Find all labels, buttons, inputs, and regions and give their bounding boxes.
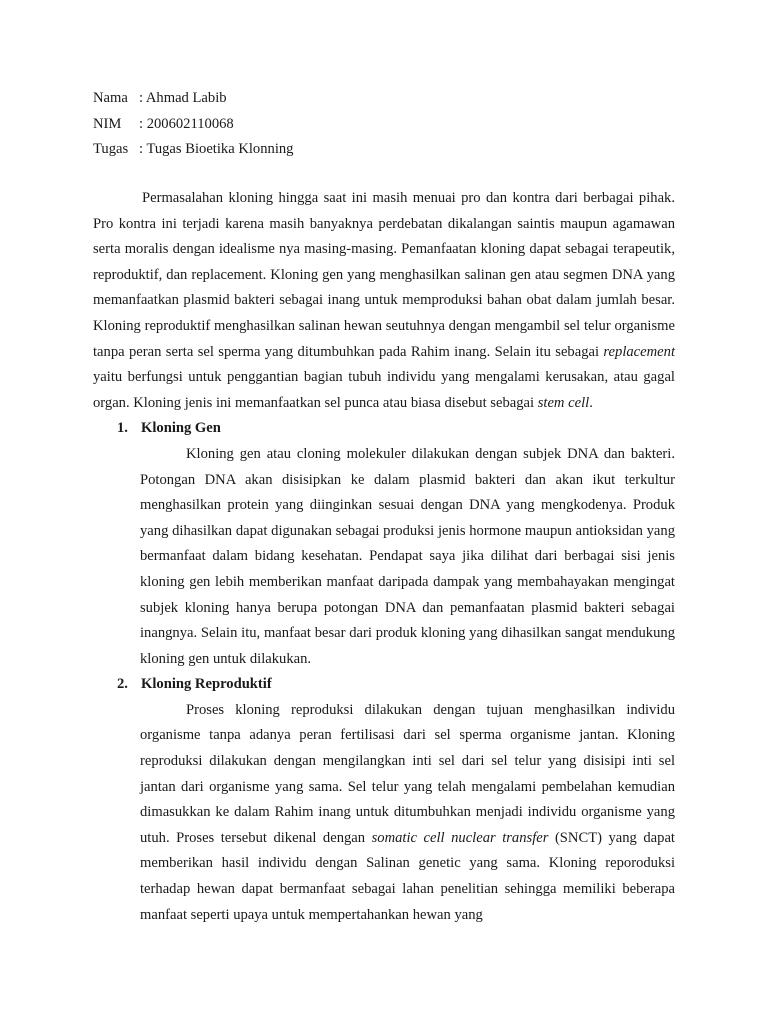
section-paragraph: [140, 698, 675, 928]
section-kloning-gen: [93, 416, 675, 672]
assignment-value: : Tugas Bioetika Klonning: [139, 141, 294, 157]
nim-row: [93, 112, 693, 138]
section-paragraph: Kloning gen atau cloning molekuler dilakukan dengan subjek DNA dan bakteri. Potongan DNA akan disisipkan ke dalam plasmid bakteri dan akan ikut terkultur menghasilkan protein yang diinginkan sesuai dengan DNA yang mengkodenya. Produk yang dihasilkan dapat digunakan sebagai produksi jenis hormone maupun antioksidan yang bermanfaat dalam bidang kesehatan. Pendapat saya jika dilihat dari berbagai sisi jenis kloning gen lebih memberikan manfaat daripada dampak yang membahayakan mengingat subjek kloning hanya berupa potongan DNA dan pemanfaatan plasmid bakteri sebagai inangnya. Selain itu, manfaat besar dari produk kloning yang dihasilkan sangat mendukung kloning gen untuk dilakukan.: [140, 445, 675, 667]
section-text-1: Proses kloning reproduksi dilakukan dengan tujuan menghasilkan individu organisme tanpa adanya peran fertilisasi dari sel sperma organisme jantan. Kloning reproduksi dilakukan dengan mengilangkan inti sel dari sel telur yang disisipi inti sel jantan dari organisme yang sama. Sel telur yang telah mengalami pembelahan kemudian dimasukkan ke dalam Rahim inang untuk ditumbuhkan menjadi individu organisme yang utuh. Proses tersebut dikenal dengan: [140, 701, 675, 846]
assignment-label: Tugas: [93, 141, 129, 157]
section-heading: [93, 672, 675, 698]
student-info: [93, 86, 693, 163]
name-value: : Ahmad Labib: [139, 90, 227, 106]
intro-italic-replacement: replacement: [603, 343, 675, 360]
section-title: Kloning Gen: [141, 420, 221, 437]
intro-text-2: yaitu berfungsi untuk penggantian bagian tubuh individu yang mengalami kerusakan, atau gagal organ. Kloning jenis ini memanfaatkan sel punca atau biasa disebut sebagai: [93, 369, 675, 411]
section-italic-snct: somatic cell nuclear transfer: [371, 829, 549, 846]
intro-text-3: .: [589, 394, 593, 411]
section-kloning-reproduktif: [93, 672, 675, 928]
nim-label: NIM: [93, 115, 122, 132]
document-body: [93, 186, 675, 928]
intro-paragraph: [93, 186, 675, 416]
assignment-row: [93, 137, 693, 163]
nim-value: : 200602110068: [139, 115, 234, 132]
section-number: 1.: [117, 420, 128, 437]
intro-italic-stem-cell: stem cell: [537, 394, 590, 411]
section-title: Kloning Reproduktif: [141, 676, 272, 693]
section-heading: [93, 416, 675, 442]
section-number: 2.: [117, 676, 128, 693]
intro-text-1: Permasalahan kloning hingga saat ini masih menuai pro dan kontra dari berbagai pihak. Pro kontra ini terjadi karena masih banyaknya perdebatan dikalangan saintis maupun agamawan serta moralis dengan idealisme nya masing-masing. Pemanfaatan kloning dapat sebagai terapeutik, reproduktif, dan replacement. Kloning gen yang menghasilkan salinan gen atau segmen DNA yang memanfaatkan plasmid bakteri sebagai inang untuk memproduksi bahan obat dalam jumlah besar. Kloning reproduktif menghasilkan salinan hewan seutuhnya dengan mengambil sel telur organisme tanpa peran serta sel sperma yang ditumbuhkan pada Rahim inang. Selain itu sebagai: [93, 190, 675, 360]
section-text-2: (SNCT) yang dapat memberikan hasil individu dengan Salinan genetic yang sama. Kloning reporoduksi terhadap hewan dapat bermanfaat sebagai lahan penelitian sehingga memiliki beberapa manfaat seperti upaya untuk mempertahankan hewan yang: [140, 829, 675, 923]
name-label: Nama: [93, 90, 128, 106]
name-row: [93, 86, 693, 112]
